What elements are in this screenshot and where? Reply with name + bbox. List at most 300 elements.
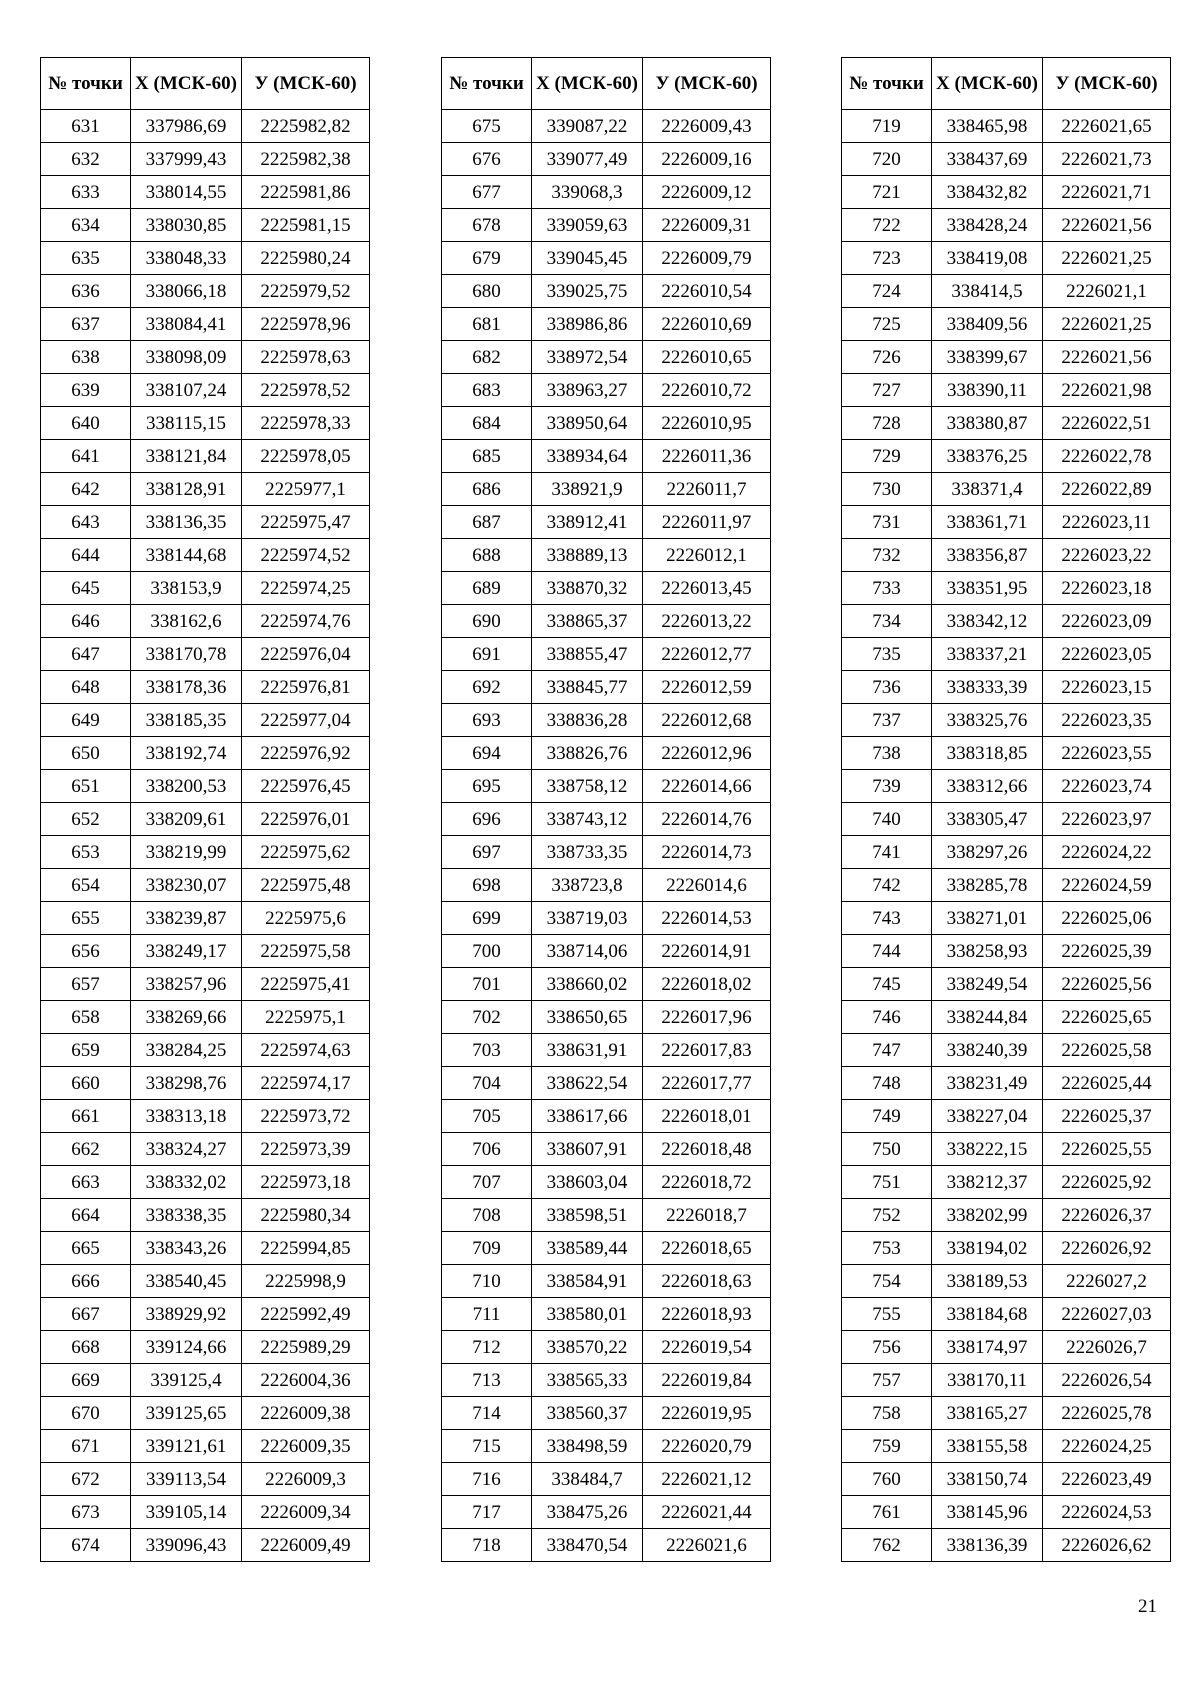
y-coordinate-cell: 2226024,59	[1043, 869, 1171, 902]
x-coordinate-cell: 338380,87	[932, 407, 1043, 440]
table-row	[41, 1034, 370, 1067]
x-coordinate-cell: 338409,56	[932, 308, 1043, 341]
table-row	[842, 110, 1171, 143]
y-coordinate-cell: 2226025,58	[1043, 1034, 1171, 1067]
y-coordinate-cell: 2226022,78	[1043, 440, 1171, 473]
y-coordinate-cell: 2226017,96	[643, 1001, 771, 1034]
x-coordinate-cell: 338107,24	[131, 374, 242, 407]
point-number-cell: 755	[842, 1298, 932, 1331]
point-number-cell: 757	[842, 1364, 932, 1397]
x-coordinate-cell: 338836,28	[532, 704, 643, 737]
point-number-cell: 717	[442, 1496, 532, 1529]
x-coordinate-cell: 338714,06	[532, 935, 643, 968]
point-number-cell: 713	[442, 1364, 532, 1397]
table-row	[842, 638, 1171, 671]
table-row	[842, 275, 1171, 308]
y-coordinate-cell: 2226018,7	[643, 1199, 771, 1232]
x-coordinate-cell: 338598,51	[532, 1199, 643, 1232]
header-row	[442, 58, 771, 110]
y-coordinate-cell: 2226025,39	[1043, 935, 1171, 968]
y-coordinate-cell: 2226021,56	[1043, 209, 1171, 242]
table-row	[442, 1265, 771, 1298]
point-number-cell: 653	[41, 836, 131, 869]
point-number-cell: 648	[41, 671, 131, 704]
y-coordinate-cell: 2226017,83	[643, 1034, 771, 1067]
table-row	[842, 1199, 1171, 1232]
table-row	[842, 1133, 1171, 1166]
table-row	[842, 704, 1171, 737]
point-number-cell: 725	[842, 308, 932, 341]
y-coordinate-cell: 2226014,91	[643, 935, 771, 968]
table-row	[41, 1067, 370, 1100]
y-coordinate-cell: 2225989,29	[242, 1331, 370, 1364]
y-coordinate-cell: 2225981,15	[242, 209, 370, 242]
point-number-cell: 634	[41, 209, 131, 242]
x-coordinate-cell: 338209,61	[131, 803, 242, 836]
x-coordinate-cell: 338631,91	[532, 1034, 643, 1067]
point-number-cell: 733	[842, 572, 932, 605]
table-row	[41, 176, 370, 209]
x-coordinate-cell: 338565,33	[532, 1364, 643, 1397]
table-row	[442, 1067, 771, 1100]
point-number-cell: 759	[842, 1430, 932, 1463]
point-number-cell: 679	[442, 242, 532, 275]
table-row	[442, 1430, 771, 1463]
y-coordinate-cell: 2226021,65	[1043, 110, 1171, 143]
table-row	[842, 473, 1171, 506]
point-number-cell: 732	[842, 539, 932, 572]
table-row	[842, 605, 1171, 638]
header-y-coordinate: У (МСК-60)	[643, 58, 771, 110]
x-coordinate-cell: 338115,15	[131, 407, 242, 440]
table-row	[442, 902, 771, 935]
y-coordinate-cell: 2225974,52	[242, 539, 370, 572]
table-row	[442, 770, 771, 803]
y-coordinate-cell: 2225978,63	[242, 341, 370, 374]
point-number-cell: 703	[442, 1034, 532, 1067]
table-row	[41, 704, 370, 737]
x-coordinate-cell: 338351,95	[932, 572, 1043, 605]
point-number-cell: 707	[442, 1166, 532, 1199]
x-coordinate-cell: 338921,9	[532, 473, 643, 506]
x-coordinate-cell: 338240,39	[932, 1034, 1043, 1067]
table-row	[442, 374, 771, 407]
table-row	[41, 902, 370, 935]
y-coordinate-cell: 2225977,1	[242, 473, 370, 506]
y-coordinate-cell: 2226027,03	[1043, 1298, 1171, 1331]
point-number-cell: 659	[41, 1034, 131, 1067]
table-row	[442, 176, 771, 209]
point-number-cell: 756	[842, 1331, 932, 1364]
y-coordinate-cell: 2226009,12	[643, 176, 771, 209]
table-row	[842, 1397, 1171, 1430]
y-coordinate-cell: 2226012,96	[643, 737, 771, 770]
x-coordinate-cell: 338570,22	[532, 1331, 643, 1364]
table-row	[442, 440, 771, 473]
x-coordinate-cell: 338986,86	[532, 308, 643, 341]
table-row	[41, 836, 370, 869]
point-number-cell: 695	[442, 770, 532, 803]
y-coordinate-cell: 2225975,41	[242, 968, 370, 1001]
x-coordinate-cell: 338192,74	[131, 737, 242, 770]
x-coordinate-cell: 338269,66	[131, 1001, 242, 1034]
point-number-cell: 640	[41, 407, 131, 440]
point-number-cell: 720	[842, 143, 932, 176]
point-number-cell: 631	[41, 110, 131, 143]
y-coordinate-cell: 2226023,74	[1043, 770, 1171, 803]
x-coordinate-cell: 339124,66	[131, 1331, 242, 1364]
x-coordinate-cell: 338297,26	[932, 836, 1043, 869]
header-x-coordinate: Х (МСК-60)	[131, 58, 242, 110]
x-coordinate-cell: 338231,49	[932, 1067, 1043, 1100]
table-row	[842, 1265, 1171, 1298]
point-number-cell: 729	[842, 440, 932, 473]
table-row	[41, 803, 370, 836]
y-coordinate-cell: 2225981,86	[242, 176, 370, 209]
table-row	[842, 341, 1171, 374]
point-number-cell: 681	[442, 308, 532, 341]
y-coordinate-cell: 2226020,79	[643, 1430, 771, 1463]
y-coordinate-cell: 2226026,7	[1043, 1331, 1171, 1364]
table-row	[41, 473, 370, 506]
y-coordinate-cell: 2225975,47	[242, 506, 370, 539]
table-row	[842, 440, 1171, 473]
table-row	[442, 473, 771, 506]
y-coordinate-cell: 2225980,24	[242, 242, 370, 275]
table-row	[442, 1001, 771, 1034]
table-row	[842, 506, 1171, 539]
x-coordinate-cell: 338660,02	[532, 968, 643, 1001]
x-coordinate-cell: 338030,85	[131, 209, 242, 242]
table-row	[442, 803, 771, 836]
x-coordinate-cell: 338376,25	[932, 440, 1043, 473]
x-coordinate-cell: 338098,09	[131, 341, 242, 374]
y-coordinate-cell: 2226013,45	[643, 572, 771, 605]
table-row	[41, 374, 370, 407]
point-number-cell: 649	[41, 704, 131, 737]
x-coordinate-cell: 338758,12	[532, 770, 643, 803]
point-number-cell: 736	[842, 671, 932, 704]
point-number-cell: 661	[41, 1100, 131, 1133]
x-coordinate-cell: 339025,75	[532, 275, 643, 308]
x-coordinate-cell: 338136,39	[932, 1529, 1043, 1562]
point-number-cell: 638	[41, 341, 131, 374]
point-number-cell: 701	[442, 968, 532, 1001]
y-coordinate-cell: 2226019,84	[643, 1364, 771, 1397]
x-coordinate-cell: 338845,77	[532, 671, 643, 704]
point-number-cell: 745	[842, 968, 932, 1001]
table-row	[41, 242, 370, 275]
y-coordinate-cell: 2225973,18	[242, 1166, 370, 1199]
y-coordinate-cell: 2225982,38	[242, 143, 370, 176]
x-coordinate-cell: 338200,53	[131, 770, 242, 803]
x-coordinate-cell: 338419,08	[932, 242, 1043, 275]
x-coordinate-cell: 338580,01	[532, 1298, 643, 1331]
y-coordinate-cell: 2226009,35	[242, 1430, 370, 1463]
x-coordinate-cell: 338475,26	[532, 1496, 643, 1529]
point-number-cell: 714	[442, 1397, 532, 1430]
y-coordinate-cell: 2226026,92	[1043, 1232, 1171, 1265]
point-number-cell: 739	[842, 770, 932, 803]
point-number-cell: 643	[41, 506, 131, 539]
y-coordinate-cell: 2226018,72	[643, 1166, 771, 1199]
y-coordinate-cell: 2226009,3	[242, 1463, 370, 1496]
table-row	[842, 209, 1171, 242]
table-row	[842, 572, 1171, 605]
header-point-number: № точки	[442, 58, 532, 110]
point-number-cell: 639	[41, 374, 131, 407]
y-coordinate-cell: 2226023,22	[1043, 539, 1171, 572]
x-coordinate-cell: 338470,54	[532, 1529, 643, 1562]
y-coordinate-cell: 2225977,04	[242, 704, 370, 737]
y-coordinate-cell: 2226025,56	[1043, 968, 1171, 1001]
table-row	[41, 1100, 370, 1133]
x-coordinate-cell: 339125,4	[131, 1364, 242, 1397]
table-row	[842, 836, 1171, 869]
x-coordinate-cell: 338284,25	[131, 1034, 242, 1067]
table-row	[442, 143, 771, 176]
point-number-cell: 654	[41, 869, 131, 902]
point-number-cell: 760	[842, 1463, 932, 1496]
y-coordinate-cell: 2226011,36	[643, 440, 771, 473]
point-number-cell: 645	[41, 572, 131, 605]
point-number-cell: 684	[442, 407, 532, 440]
y-coordinate-cell: 2225978,33	[242, 407, 370, 440]
y-coordinate-cell: 2226009,43	[643, 110, 771, 143]
point-number-cell: 632	[41, 143, 131, 176]
point-number-cell: 709	[442, 1232, 532, 1265]
y-coordinate-cell: 2226025,44	[1043, 1067, 1171, 1100]
table-row	[842, 803, 1171, 836]
y-coordinate-cell: 2226023,55	[1043, 737, 1171, 770]
y-coordinate-cell: 2226014,53	[643, 902, 771, 935]
y-coordinate-cell: 2226009,79	[643, 242, 771, 275]
x-coordinate-cell: 338733,35	[532, 836, 643, 869]
y-coordinate-cell: 2226004,36	[242, 1364, 370, 1397]
point-number-cell: 670	[41, 1397, 131, 1430]
point-number-cell: 688	[442, 539, 532, 572]
point-number-cell: 697	[442, 836, 532, 869]
y-coordinate-cell: 2225974,25	[242, 572, 370, 605]
y-coordinate-cell: 2226009,31	[643, 209, 771, 242]
table-row	[842, 176, 1171, 209]
point-number-cell: 699	[442, 902, 532, 935]
y-coordinate-cell: 2226013,22	[643, 605, 771, 638]
point-number-cell: 691	[442, 638, 532, 671]
table-row	[41, 1265, 370, 1298]
y-coordinate-cell: 2225973,72	[242, 1100, 370, 1133]
point-number-cell: 726	[842, 341, 932, 374]
point-number-cell: 704	[442, 1067, 532, 1100]
x-coordinate-cell: 337999,43	[131, 143, 242, 176]
table-row	[842, 407, 1171, 440]
point-number-cell: 708	[442, 1199, 532, 1232]
table-row	[41, 110, 370, 143]
x-coordinate-cell: 338484,7	[532, 1463, 643, 1496]
x-coordinate-cell: 338342,12	[932, 605, 1043, 638]
y-coordinate-cell: 2225975,58	[242, 935, 370, 968]
table-row	[442, 935, 771, 968]
header-point-number: № точки	[842, 58, 932, 110]
y-coordinate-cell: 2226014,76	[643, 803, 771, 836]
point-number-cell: 692	[442, 671, 532, 704]
x-coordinate-cell: 338312,66	[932, 770, 1043, 803]
y-coordinate-cell: 2226018,93	[643, 1298, 771, 1331]
table-row	[442, 1529, 771, 1562]
y-coordinate-cell: 2226021,6	[643, 1529, 771, 1562]
point-number-cell: 761	[842, 1496, 932, 1529]
x-coordinate-cell: 338963,27	[532, 374, 643, 407]
table-row	[41, 1133, 370, 1166]
table-row	[842, 242, 1171, 275]
table-row	[842, 1496, 1171, 1529]
point-number-cell: 666	[41, 1265, 131, 1298]
point-number-cell: 742	[842, 869, 932, 902]
point-number-cell: 676	[442, 143, 532, 176]
point-number-cell: 719	[842, 110, 932, 143]
point-number-cell: 660	[41, 1067, 131, 1100]
y-coordinate-cell: 2225976,92	[242, 737, 370, 770]
point-number-cell: 696	[442, 803, 532, 836]
y-coordinate-cell: 2225998,9	[242, 1265, 370, 1298]
y-coordinate-cell: 2225974,17	[242, 1067, 370, 1100]
y-coordinate-cell: 2226009,16	[643, 143, 771, 176]
point-number-cell: 728	[842, 407, 932, 440]
y-coordinate-cell: 2226019,95	[643, 1397, 771, 1430]
table-row	[842, 1331, 1171, 1364]
point-number-cell: 721	[842, 176, 932, 209]
y-coordinate-cell: 2226026,54	[1043, 1364, 1171, 1397]
table-row	[442, 1364, 771, 1397]
point-number-cell: 722	[842, 209, 932, 242]
y-coordinate-cell: 2225974,63	[242, 1034, 370, 1067]
header-x-coordinate: Х (МСК-60)	[932, 58, 1043, 110]
table-row	[442, 1331, 771, 1364]
y-coordinate-cell: 2226009,34	[242, 1496, 370, 1529]
x-coordinate-cell: 338194,02	[932, 1232, 1043, 1265]
point-number-cell: 748	[842, 1067, 932, 1100]
point-number-cell: 668	[41, 1331, 131, 1364]
x-coordinate-cell: 338589,44	[532, 1232, 643, 1265]
point-number-cell: 751	[842, 1166, 932, 1199]
point-number-cell: 711	[442, 1298, 532, 1331]
x-coordinate-cell: 338318,85	[932, 737, 1043, 770]
y-coordinate-cell: 2225974,76	[242, 605, 370, 638]
x-coordinate-cell: 338313,18	[131, 1100, 242, 1133]
table-row	[442, 242, 771, 275]
point-number-cell: 690	[442, 605, 532, 638]
table-row	[842, 968, 1171, 1001]
point-number-cell: 683	[442, 374, 532, 407]
x-coordinate-cell: 338390,11	[932, 374, 1043, 407]
table-row	[442, 341, 771, 374]
table-row	[41, 1364, 370, 1397]
y-coordinate-cell: 2226023,49	[1043, 1463, 1171, 1496]
x-coordinate-cell: 338121,84	[131, 440, 242, 473]
table-row	[41, 275, 370, 308]
point-number-cell: 664	[41, 1199, 131, 1232]
point-number-cell: 694	[442, 737, 532, 770]
point-number-cell: 635	[41, 242, 131, 275]
y-coordinate-cell: 2226023,97	[1043, 803, 1171, 836]
point-number-cell: 749	[842, 1100, 932, 1133]
x-coordinate-cell: 338285,78	[932, 869, 1043, 902]
y-coordinate-cell: 2226010,72	[643, 374, 771, 407]
point-number-cell: 752	[842, 1199, 932, 1232]
table-row	[41, 1331, 370, 1364]
x-coordinate-cell: 338371,4	[932, 473, 1043, 506]
table-row	[442, 1463, 771, 1496]
y-coordinate-cell: 2225978,96	[242, 308, 370, 341]
x-coordinate-cell: 339068,3	[532, 176, 643, 209]
x-coordinate-cell: 338271,01	[932, 902, 1043, 935]
x-coordinate-cell: 338912,41	[532, 506, 643, 539]
table-row	[41, 209, 370, 242]
x-coordinate-cell: 338465,98	[932, 110, 1043, 143]
table-row	[442, 308, 771, 341]
x-coordinate-cell: 339113,54	[131, 1463, 242, 1496]
y-coordinate-cell: 2226010,65	[643, 341, 771, 374]
point-number-cell: 741	[842, 836, 932, 869]
point-number-cell: 715	[442, 1430, 532, 1463]
x-coordinate-cell: 338155,58	[932, 1430, 1043, 1463]
y-coordinate-cell: 2225976,81	[242, 671, 370, 704]
table-row	[442, 506, 771, 539]
table-row	[442, 737, 771, 770]
table-row	[41, 143, 370, 176]
table-row	[442, 1133, 771, 1166]
table-row	[41, 1166, 370, 1199]
y-coordinate-cell: 2226018,02	[643, 968, 771, 1001]
table-row	[41, 1529, 370, 1562]
point-number-cell: 651	[41, 770, 131, 803]
y-coordinate-cell: 2226009,38	[242, 1397, 370, 1430]
x-coordinate-cell: 338222,15	[932, 1133, 1043, 1166]
y-coordinate-cell: 2226025,55	[1043, 1133, 1171, 1166]
x-coordinate-cell: 338950,64	[532, 407, 643, 440]
point-number-cell: 646	[41, 605, 131, 638]
point-number-cell: 647	[41, 638, 131, 671]
x-coordinate-cell: 338170,78	[131, 638, 242, 671]
point-number-cell: 747	[842, 1034, 932, 1067]
y-coordinate-cell: 2226023,09	[1043, 605, 1171, 638]
table-row	[41, 1430, 370, 1463]
point-number-cell: 758	[842, 1397, 932, 1430]
point-number-cell: 682	[442, 341, 532, 374]
x-coordinate-cell: 338014,55	[131, 176, 242, 209]
y-coordinate-cell: 2226021,44	[643, 1496, 771, 1529]
point-number-cell: 762	[842, 1529, 932, 1562]
x-coordinate-cell: 338650,65	[532, 1001, 643, 1034]
table-row	[442, 671, 771, 704]
table-row	[41, 1232, 370, 1265]
x-coordinate-cell: 338185,35	[131, 704, 242, 737]
table-row	[842, 308, 1171, 341]
y-coordinate-cell: 2225976,01	[242, 803, 370, 836]
y-coordinate-cell: 2226012,77	[643, 638, 771, 671]
point-number-cell: 657	[41, 968, 131, 1001]
y-coordinate-cell: 2226017,77	[643, 1067, 771, 1100]
x-coordinate-cell: 338343,26	[131, 1232, 242, 1265]
point-number-cell: 716	[442, 1463, 532, 1496]
table-row	[41, 440, 370, 473]
point-number-cell: 744	[842, 935, 932, 968]
table-row	[842, 1529, 1171, 1562]
table-row	[842, 770, 1171, 803]
point-number-cell: 723	[842, 242, 932, 275]
x-coordinate-cell: 339059,63	[532, 209, 643, 242]
point-number-cell: 689	[442, 572, 532, 605]
